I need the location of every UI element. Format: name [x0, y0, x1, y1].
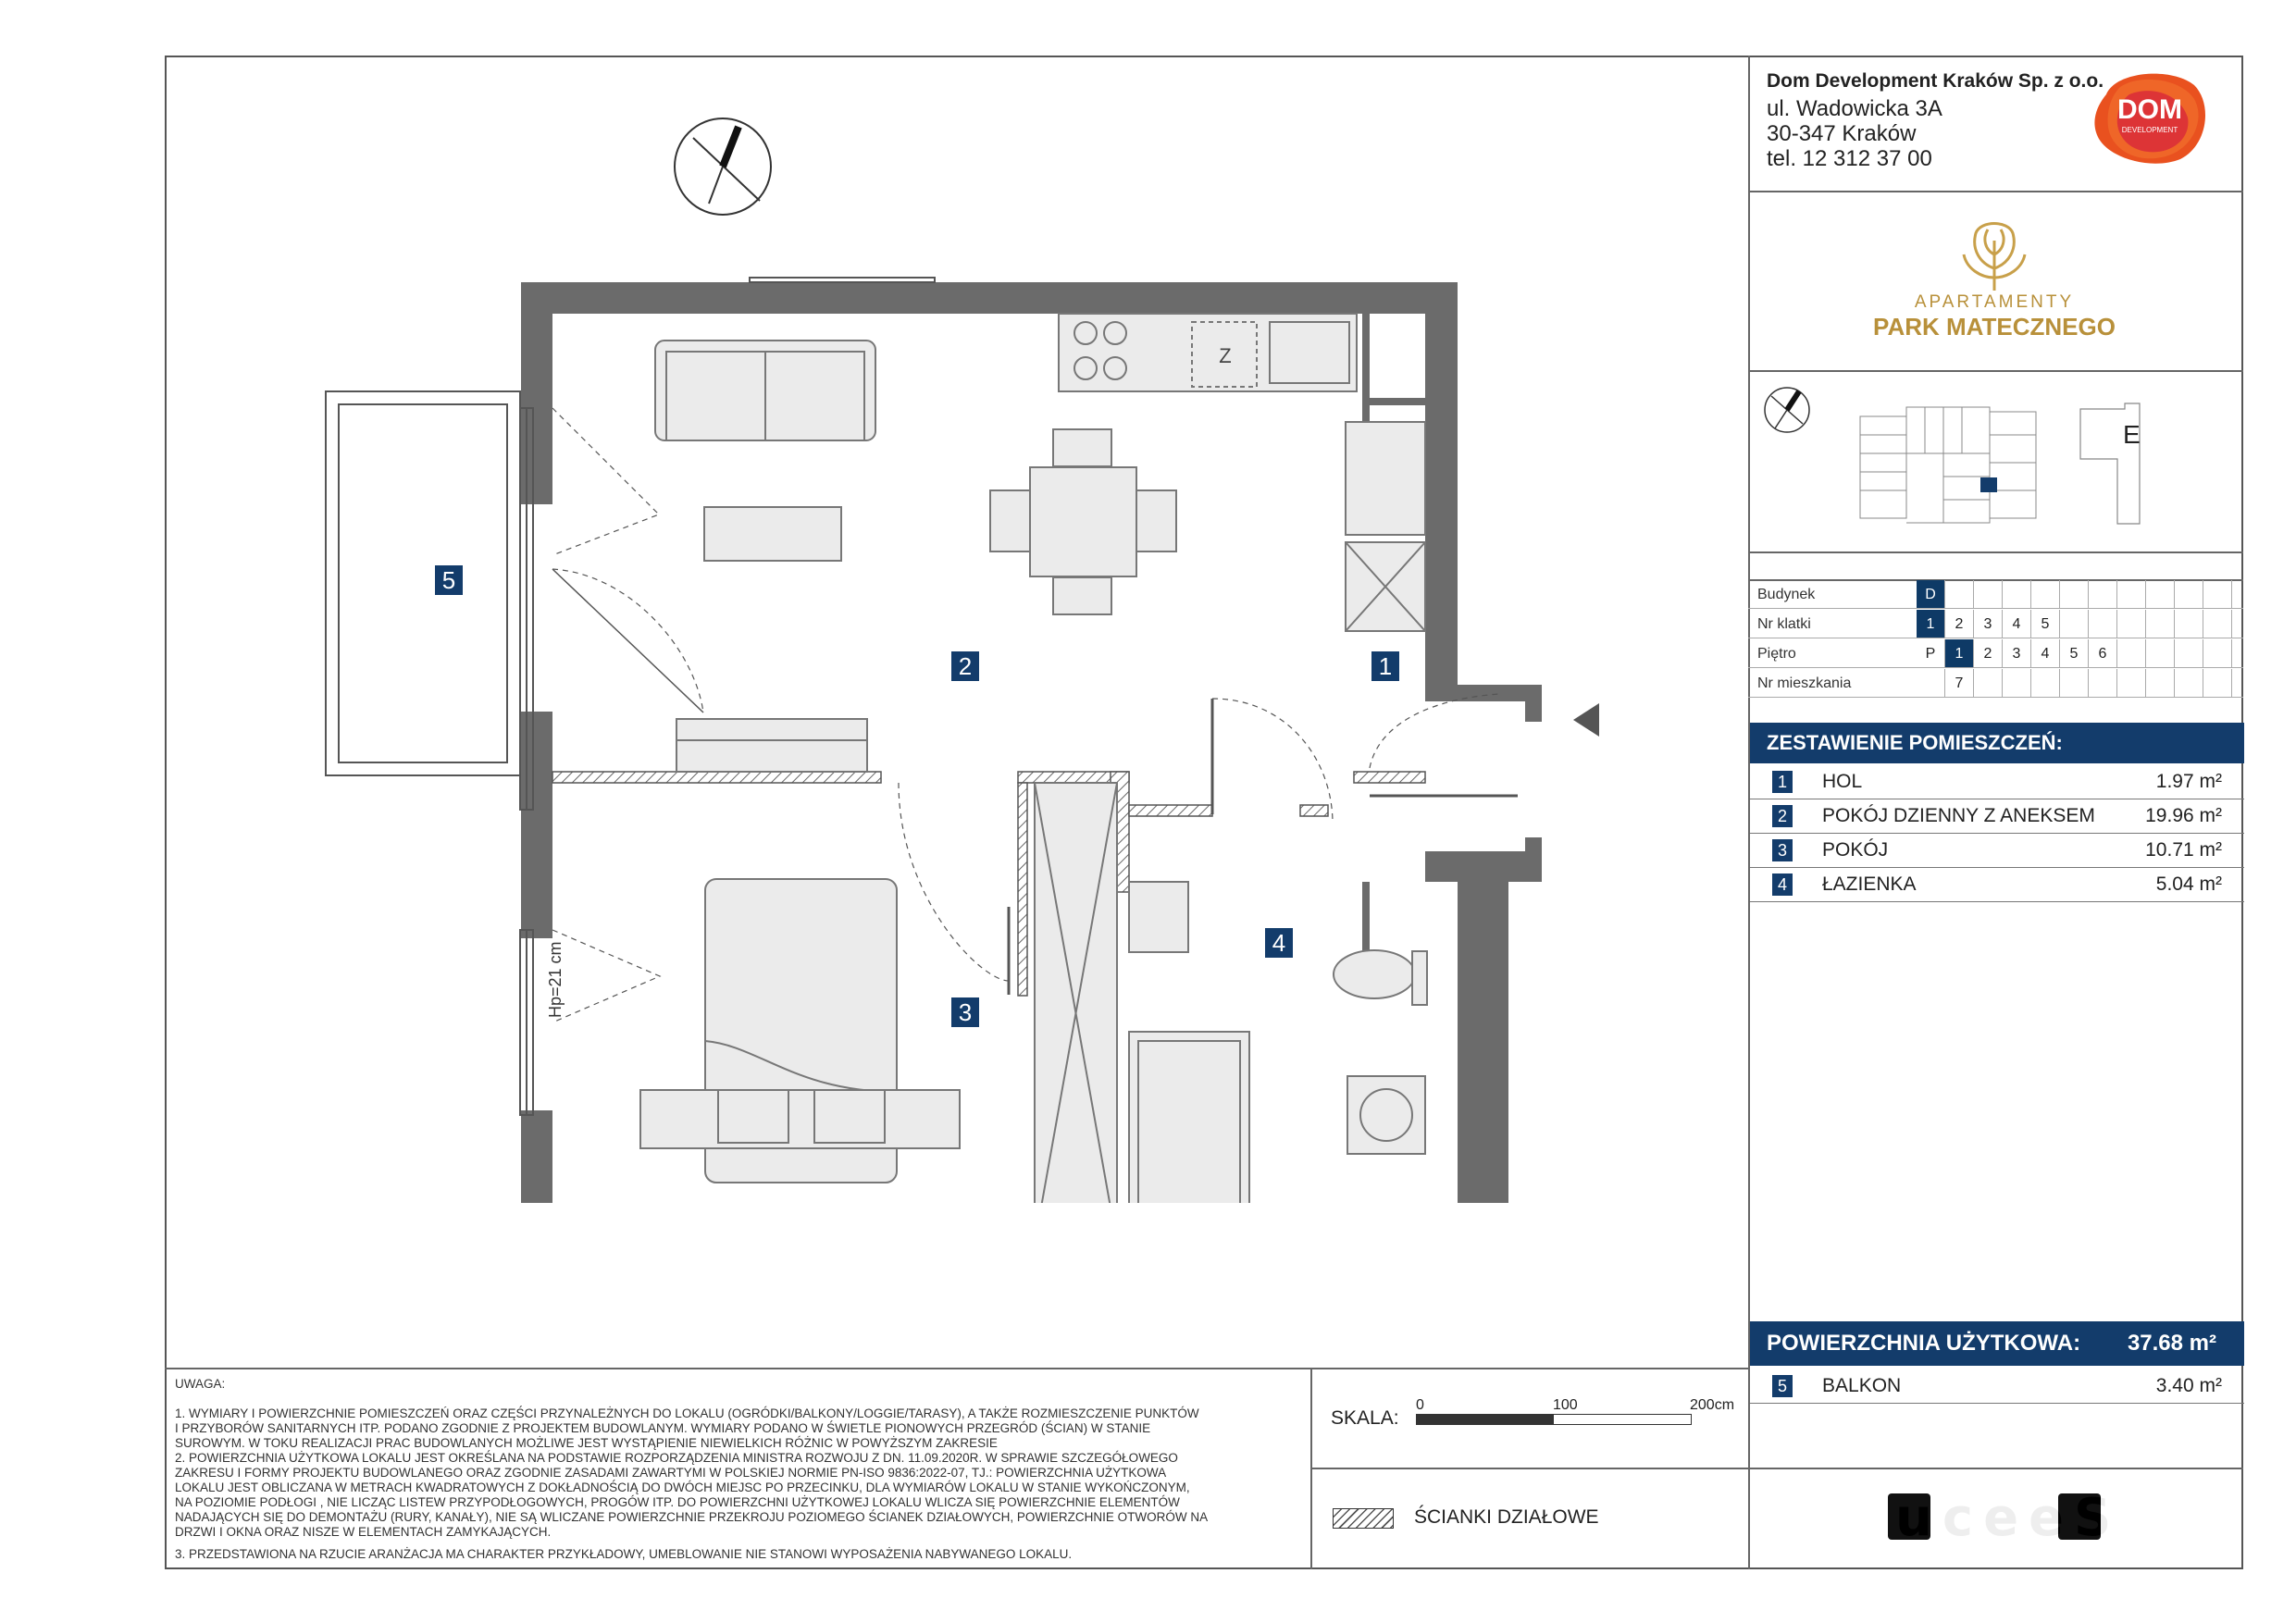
compass-icon: [675, 118, 771, 215]
building-label: Budynek: [1757, 587, 1816, 602]
floor-cell: 5: [2060, 639, 2089, 668]
room-area: 10.71 m²: [2145, 839, 2222, 861]
floor-cell: 1: [1945, 639, 1974, 668]
divider-keyplan: [1748, 551, 2243, 553]
room-number: 3: [1772, 839, 1793, 861]
balcony-doors: [552, 408, 703, 1022]
room-row: [1750, 765, 2244, 799]
building-cell-empty: [2089, 580, 2117, 609]
stair-cell-empty: [2175, 610, 2203, 638]
rooms-title: ZESTAWIENIE POMIESZCZEŃ:: [1750, 723, 2244, 763]
floor-cell-empty: [2203, 639, 2232, 668]
apartment-cell: 7: [1945, 669, 1974, 698]
room-number: 5: [1772, 1375, 1793, 1397]
notes-title: UWAGA:: [175, 1377, 226, 1391]
scale-tick-100: 100: [1553, 1397, 1578, 1413]
floor-cell: 3: [2003, 639, 2031, 668]
stair-cell-empty: [2203, 610, 2232, 638]
dom-logo-sub: DEVELOPMENT: [2121, 126, 2178, 134]
tv-cabinet: [676, 719, 867, 772]
project-line1: APARTAMENTY: [1914, 292, 2075, 312]
notes-line: ZAKRESU I FORMY PROJEKTU BUDOWLANEGO ORAZ ZGODNIE ZASADAMI ZAWARTYMI W POLSKIEJ NORMIE PN-ISO 9836:2022-07, TJ.: POWIERZCHNIA UŻYTKOWA: [175, 1466, 1167, 1480]
stair-cell-empty: [2089, 610, 2117, 638]
stair-cell: 3: [1974, 610, 2003, 638]
divider-brand: [1748, 1468, 2243, 1469]
dom-logo: [2088, 67, 2212, 167]
balcony-row: [1750, 1369, 2244, 1404]
room-area: 1.97 m²: [2155, 771, 2222, 792]
kitchen-counter: [1059, 314, 1357, 391]
brand-logo: [1888, 1488, 2122, 1548]
keyplan-compass-icon: [1762, 385, 1812, 435]
stair-cell-empty: [2060, 610, 2089, 638]
fridge-label: Z: [1219, 344, 1232, 367]
notes-line: 2. POWIERZCHNIA UŻYTKOWA LOKALU JEST OKREŚLANA NA PODSTAWIE ROZPORZĄDZENIA MINISTRA ROZWOJU Z DN. 11.09.2020R. W SPRAWIE SZCZEGÓŁOWEGO: [175, 1451, 1178, 1465]
balcony: [326, 391, 520, 775]
apartment-cell-empty: [2060, 669, 2089, 698]
stair-cell-empty: [2117, 610, 2146, 638]
selector-grid: [1748, 579, 2243, 700]
notes-line: NA POZIOMIE PODŁOGI , NIE LICZĄC LISTEW PRZYPODŁOGOWYCH, PROGÓW ITP. DO POWIERZCHNI UŻYTKOWEJ LOKALU WLICZA SIĘ POWIERZCHNIE ELEMENTÓW: [175, 1495, 1180, 1509]
divider-scale-legend: [1310, 1468, 1750, 1469]
room-name: POKÓJ DZIENNY Z ANEKSEM: [1822, 805, 2095, 826]
floor-cell: 2: [1974, 639, 2003, 668]
floor-cell: 4: [2031, 639, 2060, 668]
floor-cell: P: [1917, 639, 1945, 668]
building-cell: D: [1917, 580, 1945, 609]
stair-label: Nr klatki: [1757, 616, 1811, 632]
project-logo: [1953, 213, 2036, 292]
company-street: ul. Wadowicka 3A: [1767, 96, 1942, 121]
bed: [640, 879, 960, 1183]
room-area: 3.40 m²: [2155, 1375, 2222, 1396]
notes-line: 3. PRZEDSTAWIONA NA RZUCIE ARANŻACJA MA CHARAKTER PRZYKŁADOWY, UMEBLOWANIE NIE STANOWI WYPOSAŻENIA NABYWANEGO LOKALU.: [175, 1547, 1073, 1561]
keyplan-site-map: [1851, 398, 2045, 527]
stair-cell: 5: [2031, 610, 2060, 638]
floor-cell-empty: [2146, 639, 2175, 668]
room-area: 19.96 m²: [2145, 805, 2222, 826]
company-name: Dom Development Kraków Sp. z o.o.: [1767, 70, 2104, 92]
divider-notes: [165, 1368, 1750, 1369]
stair-cell: 4: [2003, 610, 2031, 638]
partition-legend-swatch: [1333, 1508, 1394, 1529]
floor-cell: 6: [2089, 639, 2117, 668]
company-city: 30-347 Kraków: [1767, 121, 1917, 146]
room-name: POKÓJ: [1822, 839, 1889, 861]
floor-cell-empty: [2117, 639, 2146, 668]
room-label-1: 1: [1378, 652, 1393, 680]
company-phone: tel. 12 312 37 00: [1767, 146, 1932, 171]
building-cell-empty: [2117, 580, 2146, 609]
building-cell-empty: [1945, 580, 1974, 609]
divider-project: [1748, 370, 2243, 372]
appliances: [1346, 422, 1425, 631]
apartment-cell-empty: [2203, 669, 2232, 698]
room-number: 4: [1772, 873, 1793, 896]
room-name: ŁAZIENKA: [1822, 873, 1917, 895]
apartment-cell-empty: [2117, 669, 2146, 698]
notes-line: 1. WYMIARY I POWIERZCHNIE POMIESZCZEŃ ORAZ CZĘŚCI PRZYNALEŻNYCH DO LOKALU (OGRÓDKI/BALKONY/LOGGIE/TARASY), A TAKŻE ROZMIESZCZENIE PUNKTÓW: [175, 1406, 1199, 1420]
room-area: 5.04 m²: [2155, 873, 2222, 895]
room-label-2: 2: [958, 652, 973, 680]
keyplan-building-letter: E: [2123, 420, 2141, 449]
dining-table: [990, 429, 1176, 614]
room-row: [1750, 799, 2244, 834]
usable-area-label: POWIERZCHNIA UŻYTKOWA:: [1767, 1331, 2081, 1356]
window-height-note: Hp=21 cm: [546, 941, 565, 1018]
notes-line: LOKALU JEST OBLICZANA W METRACH KWADRATOWYCH Z DOKŁADNOŚCIĄ DO DWÓCH MIEJSC PO PRZECINKU, DLA WYMIARÓW LOKALU W STANIE WYKOŃCZONYM,: [175, 1481, 1190, 1494]
notes-line: NADAJĄCYCH SIĘ DO DEMONTAŻU (RURY, KANAŁY), NIE SĄ WLICZANE POWIERZCHNIE PRZEKROJU POZIOMEGO ŚCIANEK DZIAŁOWYCH, POWIERZCHNIE OTWORÓW NA: [175, 1510, 1209, 1524]
apartment-cell-empty: [1974, 669, 2003, 698]
apartment-cell-empty: [1917, 669, 1945, 698]
floor-plan: [278, 93, 1620, 1203]
door-arcs: [899, 694, 1499, 981]
apartment-cell-empty: [2146, 669, 2175, 698]
apartment-label: Nr mieszkania: [1757, 675, 1852, 691]
scale-bar: [1416, 1414, 1692, 1425]
brand-text: uceeS: [1895, 1488, 2122, 1548]
apartment-cell-empty: [2003, 669, 2031, 698]
dom-logo-text: DOM: [2117, 94, 2182, 125]
room-number: 2: [1772, 805, 1793, 827]
notes-line: I PRZYBORÓW SANITARNYCH ITP. PODANO ZGODNIE Z PROJEKTEM BUDOWLANYM. WYMIARY PODANO W ŚWIETLE PIONOWYCH PRZEGRÓD (ŚCIAN) W STANIE: [175, 1421, 1151, 1435]
divider-company: [1748, 191, 2243, 192]
building-cell-empty: [2175, 580, 2203, 609]
building-cell-empty: [2146, 580, 2175, 609]
building-cell-empty: [1974, 580, 2003, 609]
notes-line: DRZWI I OKNA ORAZ NISZE W ELEMENTACH ZAMYKAJĄCYCH.: [175, 1525, 552, 1539]
apartment-cell-empty: [2031, 669, 2060, 698]
coffee-table: [704, 507, 841, 561]
stair-cell: 1: [1917, 610, 1945, 638]
floor-label: Piętro: [1757, 646, 1796, 662]
notes-line: SUROWYM. W TOKU REALIZACJI PRAC BUDOWLANYCH MOŻLIWE JEST WYSTĄPIENIE NIEWIELKICH RÓŻNIC W POWYŻSZYM ZAKRESIE: [175, 1436, 998, 1450]
room-name: HOL: [1822, 771, 1863, 792]
room-label-3: 3: [958, 998, 973, 1026]
stair-cell: 2: [1945, 610, 1974, 638]
building-cell-empty: [2060, 580, 2089, 609]
scale-tick-0: 0: [1416, 1397, 1424, 1413]
room-label-4: 4: [1272, 929, 1286, 957]
wardrobe: [1035, 783, 1117, 1203]
floor-cell-empty: [2175, 639, 2203, 668]
building-cell-empty: [2203, 580, 2232, 609]
room-row: [1750, 834, 2244, 868]
usable-area-value: 37.68 m²: [2127, 1331, 2216, 1356]
room-number: 1: [1772, 771, 1793, 793]
room-name: BALKON: [1822, 1375, 1902, 1396]
building-cell-empty: [2003, 580, 2031, 609]
scale-label: SKALA:: [1331, 1407, 1399, 1429]
room-label-5: 5: [441, 566, 456, 594]
project-line2: PARK MATECZNEGO: [1873, 313, 2116, 341]
partition-legend-label: ŚCIANKI DZIAŁOWE: [1414, 1506, 1599, 1528]
apartment-cell-empty: [2089, 669, 2117, 698]
usable-area-bar: [1750, 1321, 2244, 1366]
partition-walls: [552, 772, 1425, 996]
apartment-cell-empty: [2175, 669, 2203, 698]
sofa: [655, 341, 875, 440]
stair-cell-empty: [2146, 610, 2175, 638]
building-cell-empty: [2031, 580, 2060, 609]
entry-arrow: [1573, 703, 1599, 737]
room-row: [1750, 868, 2244, 902]
keyplan-building-e: [2079, 402, 2143, 526]
scale-tick-200: 200cm: [1690, 1397, 1735, 1413]
